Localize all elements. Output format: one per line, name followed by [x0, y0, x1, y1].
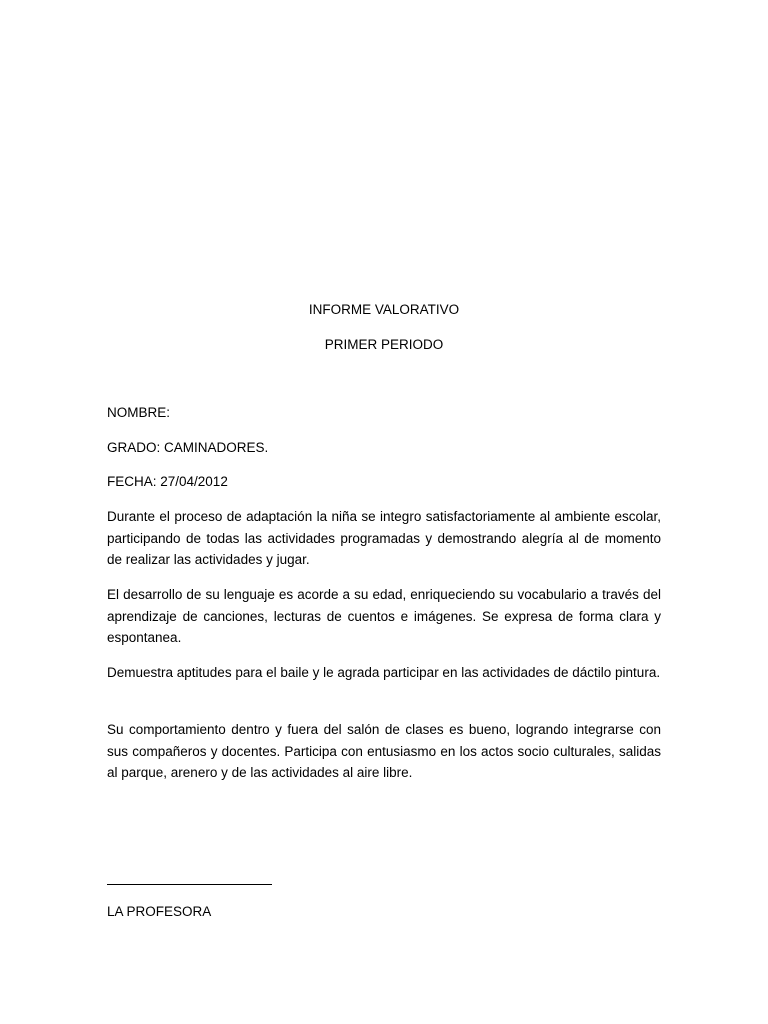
document-title: INFORME VALORATIVO: [308, 302, 460, 317]
paragraph-language: El desarrollo de su lenguaje es acorde a su edad, enriqueciendo su vocabulario a través del aprendizaje de canciones, lecturas de cuentos e imágenes. Se expresa de forma clara y espontanea.: [107, 587, 661, 645]
signature-label: LA PROFESORA: [107, 904, 212, 919]
paragraph-aptitudes: Demuestra aptitudes para el baile y le agrada participar en las actividades de dáctilo pintura.: [107, 665, 661, 680]
paragraph-behavior: Su comportamiento dentro y fuera del salón de clases es bueno, logrando integrarse con sus compañeros y docentes. Participa con entusiasmo en los actos socio culturales, salidas al parque, arenero y de las actividades al aire libre.: [107, 722, 661, 780]
field-grado: GRADO: CAMINADORES.: [107, 440, 269, 455]
paragraph-adaptation: Durante el proceso de adaptación la niña se integro satisfactoriamente al ambiente escolar, participando de todas las actividades programadas y demostrando alegría al de momento de realizar las actividades y jugar.: [107, 509, 661, 567]
field-nombre: NOMBRE:: [107, 405, 171, 420]
signature-line: [107, 884, 272, 885]
field-fecha: FECHA: 27/04/2012: [107, 474, 228, 489]
document-subtitle: PRIMER PERIODO: [324, 337, 444, 352]
